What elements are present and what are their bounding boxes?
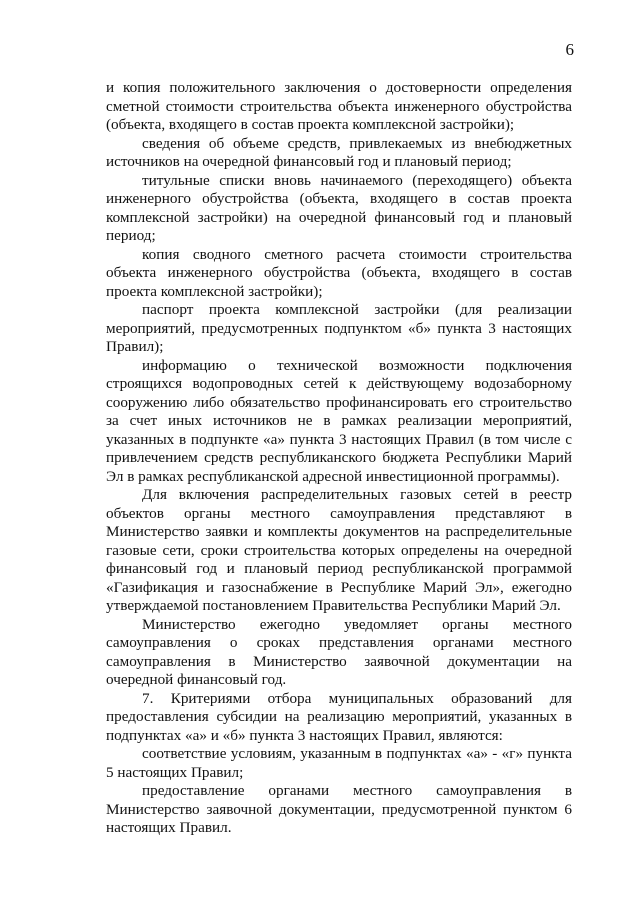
paragraph-project-passport: паспорт проекта комплексной застройки (для реализации мероприятий, предусмотренных подпунктом «б» пункта 3 настоящих Правил); xyxy=(106,301,572,355)
document-body xyxy=(106,79,572,838)
paragraph-criterion-submission: предоставление органами местного самоуправления в Министерство заявочной документации, предусмотренной пунктом 6 настоящих Правил. xyxy=(106,782,572,836)
paragraph-ministry-notice: Министерство ежегодно уведомляет органы местного самоуправления о сроках представления органами местного самоуправления в Министерство заявочной документации на очередной финансовый год. xyxy=(106,615,572,688)
paragraph-offbudget-funds: сведения об объеме средств, привлекаемых из внебюджетных источников на очередной финансовый год и плановый период; xyxy=(106,134,572,170)
paragraph-technical-capability: информацию о технической возможности подключения строящихся водопроводных сетей к действующему водозаборному сооружению либо обязательство профинансировать его строительство за счет иных источников не в рамках реализации мероприятий, указанных в подпункте «а» пункта 3 настоящих Правил (в том числе с привлечением средств республиканского бюджета Республики Марий Эл в рамках республиканской адресной инвестиционной программы). xyxy=(106,356,572,485)
paragraph-approval-copy: и копия положительного заключения о достоверности определения сметной стоимости строительства объекта инженерного обустройства (объекта, входящего в состав проекта комплексной застройки); xyxy=(106,79,572,133)
page-number: 6 xyxy=(565,40,574,59)
paragraph-criterion-conditions: соответствие условиям, указанным в подпунктах «а» - «г» пункта 5 настоящих Правил; xyxy=(106,745,572,781)
paragraph-title-lists: титульные списки вновь начинаемого (переходящего) объекта инженерного обустройства (объекта, входящего в состав проекта комплексной застройки) на очередной финансовый год и плановый период; xyxy=(106,171,572,244)
paragraph-selection-criteria: 7. Критериями отбора муниципальных образований для предоставления субсидии на реализацию мероприятий, указанных в подпунктах «а» и «б» пункта 3 настоящих Правил, являются: xyxy=(106,689,572,744)
paragraph-summary-estimate: копия сводного сметного расчета стоимости строительства объекта инженерного обустройства (объекта, входящего в состав проекта комплексной застройки); xyxy=(106,245,572,300)
paragraph-gas-networks: Для включения распределительных газовых сетей в реестр объектов органы местного самоуправления представляют в Министерство заявки и комплекты документов на распределительные газовые сети, сроки строительства которых определены на очередной финансовый год и плановый период республиканской программой «Газификация и газоснабжение в Республике Марий Эл», ежегодно утверждаемой постановлением Правительства Республики Марий Эл. xyxy=(106,486,572,614)
